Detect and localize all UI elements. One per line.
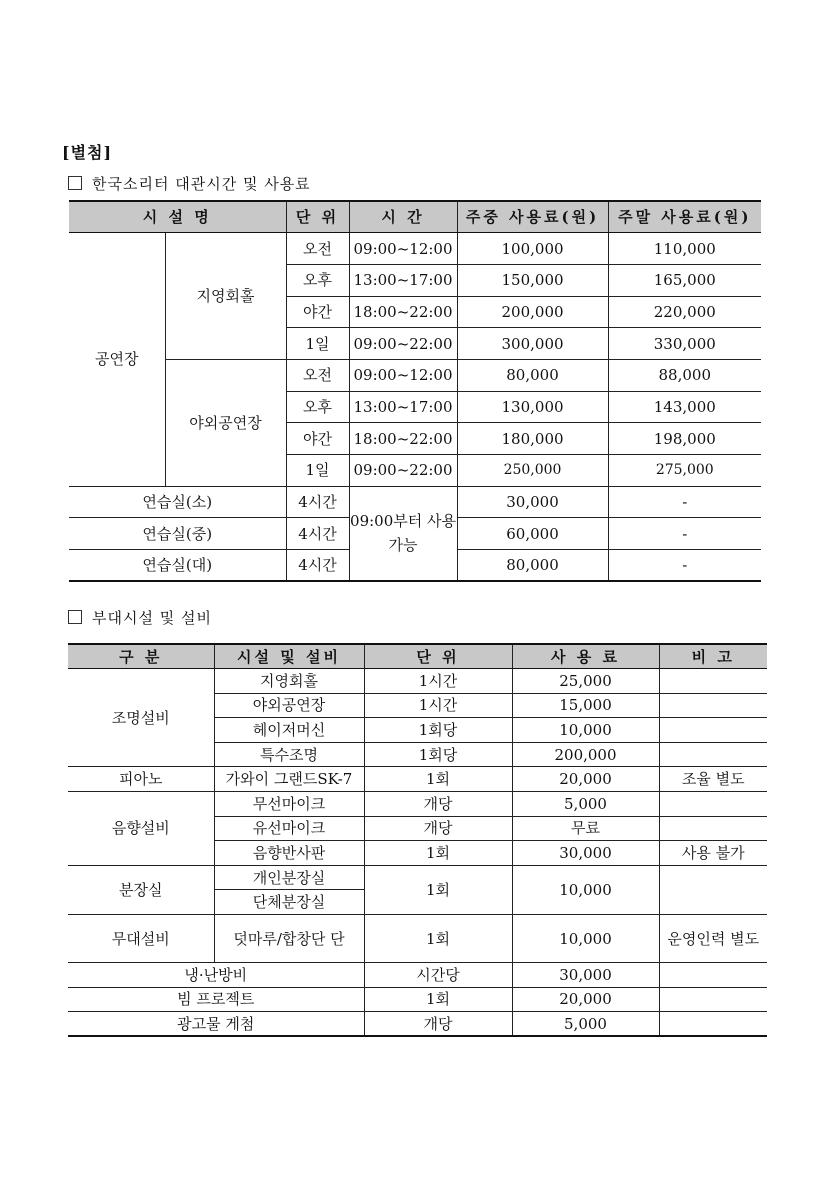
checkbox-square-icon [68,176,82,190]
weekday-fee-cell: 200,000 [457,296,608,328]
fee-cell: 30,000 [512,841,659,866]
weekday-fee-cell: 60,000 [457,518,608,550]
fee-cell: 무료 [512,816,659,841]
item-cell: 개인분장실 [214,865,364,890]
header-note: 비 고 [659,644,767,669]
fee-cell: 200,000 [512,742,659,767]
fee-cell: 10,000 [512,718,659,743]
weekday-fee-cell: 80,000 [457,359,608,391]
practice-time-cell: 09:00부터 사용 가능 [349,486,457,581]
time-cell: 18:00~22:00 [349,296,457,328]
fee-cell: 5,000 [512,1012,659,1037]
unit-cell: 1회 [364,987,512,1012]
item-cell: 헤이저머신 [214,718,364,743]
other-name-cell: 광고물 게첨 [68,1012,364,1037]
unit-cell: 오후 [286,391,349,423]
weekday-fee-cell: 100,000 [457,233,608,265]
weekend-fee-cell: 165,000 [608,264,761,296]
note-cell: 사용 불가 [659,841,767,866]
note-cell [659,792,767,817]
table-header-row [69,201,761,233]
item-cell: 유선마이크 [214,816,364,841]
item-cell: 지영회홀 [214,669,364,694]
section-heading-text: 한국소리터 대관시간 및 사용료 [92,175,311,193]
note-cell [659,669,767,694]
table-row [68,915,767,963]
unit-cell: 야간 [286,296,349,328]
unit-cell: 4시간 [286,518,349,550]
item-cell: 야외공연장 [214,693,364,718]
unit-cell: 1시간 [364,693,512,718]
weekday-fee-cell: 180,000 [457,423,608,455]
fee-cell: 5,000 [512,792,659,817]
table-row [68,987,767,1012]
time-cell: 13:00~17:00 [349,264,457,296]
fee-cell: 10,000 [512,865,659,914]
note-cell [659,742,767,767]
time-cell: 09:00~22:00 [349,328,457,360]
unit-cell: 4시간 [286,550,349,582]
unit-cell: 1회 [364,841,512,866]
venue-name-cell: 지영회홀 [165,233,286,360]
note-cell [659,718,767,743]
unit-cell: 개당 [364,792,512,817]
header-category: 구 분 [68,644,214,669]
fee-cell: 20,000 [512,767,659,792]
unit-cell: 오전 [286,359,349,391]
header-weekday-fee: 주중 사용료(원) [457,201,608,233]
header-time: 시 간 [349,201,457,233]
weekend-fee-cell: - [608,486,761,518]
weekend-fee-cell: 275,000 [608,455,761,487]
fee-cell: 15,000 [512,693,659,718]
venue-name-cell: 야외공연장 [165,359,286,486]
weekend-fee-cell: - [608,518,761,550]
table-row [68,963,767,988]
table-row [69,359,761,391]
other-name-cell: 냉·난방비 [68,963,364,988]
note-cell: 운영인력 별도 [659,915,767,963]
section-heading-rental [68,173,311,194]
weekend-fee-cell: 330,000 [608,328,761,360]
table-row [68,669,767,694]
fee-cell: 30,000 [512,963,659,988]
section-heading-text: 부대시설 및 설비 [92,609,212,627]
weekend-fee-cell: - [608,550,761,582]
unit-cell: 1회 [364,865,512,914]
category-cell: 분장실 [68,865,214,914]
table-row [69,486,761,518]
weekday-fee-cell: 80,000 [457,550,608,582]
note-cell [659,816,767,841]
category-cell: 조명설비 [68,669,214,767]
time-cell: 09:00~12:00 [349,233,457,265]
time-cell: 09:00~12:00 [349,359,457,391]
note-cell [659,963,767,988]
practice-room-name-cell: 연습실(소) [69,486,286,518]
note-cell [659,865,767,914]
time-cell: 18:00~22:00 [349,423,457,455]
table-row [68,767,767,792]
note-cell [659,693,767,718]
category-cell: 음향설비 [68,792,214,866]
item-cell: 음향반사판 [214,841,364,866]
note-cell [659,987,767,1012]
unit-cell: 시간당 [364,963,512,988]
fee-cell: 10,000 [512,915,659,963]
unit-cell: 오전 [286,233,349,265]
table-header-row [68,644,767,669]
header-fee: 사 용 료 [512,644,659,669]
weekend-fee-cell: 110,000 [608,233,761,265]
weekend-fee-cell: 220,000 [608,296,761,328]
unit-cell: 1회당 [364,742,512,767]
header-unit: 단 위 [286,201,349,233]
weekend-fee-cell: 143,000 [608,391,761,423]
header-facility: 시 설 명 [69,201,286,233]
unit-cell: 1일 [286,328,349,360]
unit-cell: 1시간 [364,669,512,694]
page-title: [별첨] [62,143,113,162]
item-cell: 가와이 그랜드SK-7 [214,767,364,792]
fee-cell: 25,000 [512,669,659,694]
note-cell: 조율 별도 [659,767,767,792]
unit-cell: 개당 [364,1012,512,1037]
note-cell [659,1012,767,1037]
unit-cell: 1일 [286,455,349,487]
item-cell: 단체분장실 [214,890,364,915]
header-item: 시설 및 설비 [214,644,364,669]
category-cell: 피아노 [68,767,214,792]
unit-cell: 1회 [364,915,512,963]
time-cell: 09:00~22:00 [349,455,457,487]
section-heading-facilities [68,607,212,628]
category-cell: 공연장 [69,233,165,487]
weekend-fee-cell: 88,000 [608,359,761,391]
table-row [68,1012,767,1037]
table-row [69,233,761,265]
unit-cell: 4시간 [286,486,349,518]
weekday-fee-cell: 130,000 [457,391,608,423]
header-weekend-fee: 주말 사용료(원) [608,201,761,233]
header-unit: 단 위 [364,644,512,669]
weekday-fee-cell: 30,000 [457,486,608,518]
unit-cell: 오후 [286,264,349,296]
category-cell: 무대설비 [68,915,214,963]
unit-cell: 야간 [286,423,349,455]
practice-room-name-cell: 연습실(중) [69,518,286,550]
table-row [68,792,767,817]
rental-fee-table [69,200,761,582]
weekday-fee-cell: 250,000 [457,455,608,487]
table-row [68,865,767,890]
weekday-fee-cell: 150,000 [457,264,608,296]
facility-fee-table [68,643,767,1037]
fee-cell: 20,000 [512,987,659,1012]
checkbox-square-icon [68,610,82,624]
item-cell: 덧마루/합창단 단 [214,915,364,963]
weekday-fee-cell: 300,000 [457,328,608,360]
item-cell: 무선마이크 [214,792,364,817]
weekend-fee-cell: 198,000 [608,423,761,455]
time-cell: 13:00~17:00 [349,391,457,423]
item-cell: 특수조명 [214,742,364,767]
unit-cell: 1회당 [364,718,512,743]
unit-cell: 개당 [364,816,512,841]
other-name-cell: 빔 프로젝트 [68,987,364,1012]
unit-cell: 1회 [364,767,512,792]
practice-room-name-cell: 연습실(대) [69,550,286,582]
